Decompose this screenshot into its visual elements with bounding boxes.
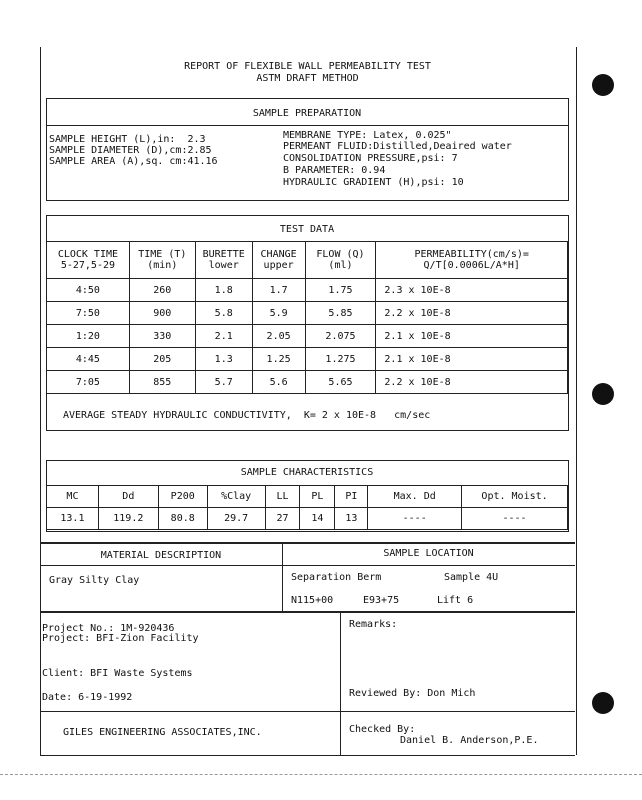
- header-flow: FLOW (Q) (ml): [305, 242, 376, 279]
- sample-characteristics-table: MC Dd P200 %Clay LL PL PI Max. Dd Opt. Moist. 13.1 119.2 80.8 29.7 27 14 13 ---- ----: [46, 485, 568, 530]
- sample-area: SAMPLE AREA (A),sq. cm:41.16: [49, 156, 218, 167]
- sample-location-heading: SAMPLE LOCATION: [383, 548, 474, 559]
- consolidation-pressure: CONSOLIDATION PRESSURE,psi: 7: [283, 153, 458, 164]
- sample-preparation-heading: SAMPLE PREPARATION: [252, 108, 362, 119]
- remarks-label: Remarks:: [349, 619, 398, 630]
- report-date: Date: 6-19-1992: [42, 692, 133, 703]
- table-row: 4:45 205 1.3 1.25 1.275 2.1 x 10E-8: [47, 348, 568, 371]
- material-description-value: Gray Silty Clay: [49, 575, 140, 586]
- header-change-upper: CHANGE upper: [252, 242, 305, 279]
- report-subtitle: ASTM DRAFT METHOD: [256, 73, 359, 84]
- location-easting: E93+75: [363, 595, 400, 606]
- table-row: 7:05 855 5.7 5.6 5.65 2.2 x 10E-8: [47, 371, 568, 394]
- test-data-heading: TEST DATA: [279, 224, 335, 235]
- report-title: REPORT OF FLEXIBLE WALL PERMEABILITY TEST: [184, 61, 431, 72]
- sample-height: SAMPLE HEIGHT (L),in: 2.3: [49, 134, 206, 145]
- punch-hole-top: [592, 74, 614, 96]
- location-northing: N115+00: [291, 595, 334, 606]
- checked-by-label: Checked By:: [349, 724, 416, 735]
- page-edge: [0, 774, 642, 775]
- table-row: 1:20 330 2.1 2.05 2.075 2.1 x 10E-8: [47, 325, 568, 348]
- header-permeability: PERMEABILITY(cm/s)= Q/T[0.0006L/A*H]: [376, 242, 568, 279]
- location-lift: Lift 6: [437, 595, 474, 606]
- reviewed-by: Reviewed By: Don Mich: [349, 688, 476, 699]
- b-parameter: B PARAMETER: 0.94: [283, 165, 386, 176]
- average-conductivity: AVERAGE STEADY HYDRAULIC CONDUCTIVITY, K= 2 x 10E-8 cm/sec: [63, 410, 431, 421]
- header-clock-time: CLOCK TIME 5-27,5-29: [47, 242, 130, 279]
- client: Client: BFI Waste Systems: [42, 668, 193, 679]
- project-name: Project: BFI-Zion Facility: [42, 633, 199, 644]
- sample-characteristics-heading: SAMPLE CHARACTERISTICS: [240, 467, 374, 478]
- location-separation-berm: Separation Berm: [291, 572, 382, 583]
- company-name: GILES ENGINEERING ASSOCIATES,INC.: [63, 727, 262, 738]
- table-row: 13.1 119.2 80.8 29.7 27 14 13 ---- ----: [47, 508, 568, 530]
- punch-hole-bottom: [592, 692, 614, 714]
- membrane-type: MEMBRANE TYPE: Latex, 0.025": [283, 130, 452, 141]
- hydraulic-gradient: HYDRAULIC GRADIENT (H),psi: 10: [283, 177, 464, 188]
- project-number: Project No.: 1M-920436: [42, 623, 175, 634]
- sample-diameter: SAMPLE DIAMETER (D),cm:2.85: [49, 145, 212, 156]
- punch-hole-middle: [592, 383, 614, 405]
- table-row: 7:50 900 5.8 5.9 5.85 2.2 x 10E-8: [47, 302, 568, 325]
- table-row: 4:50 260 1.8 1.7 1.75 2.3 x 10E-8: [47, 279, 568, 302]
- header-time: TIME (T) (min): [129, 242, 195, 279]
- permeant-fluid: PERMEANT FLUID:Distilled,Deaired water: [283, 141, 512, 152]
- test-data-table: [46, 241, 568, 394]
- location-sample-number: Sample 4U: [444, 572, 499, 583]
- header-burette-lower: BURETTE lower: [195, 242, 252, 279]
- checked-by-name: Daniel B. Anderson,P.E.: [400, 735, 539, 746]
- material-description-heading: MATERIAL DESCRIPTION: [100, 550, 222, 561]
